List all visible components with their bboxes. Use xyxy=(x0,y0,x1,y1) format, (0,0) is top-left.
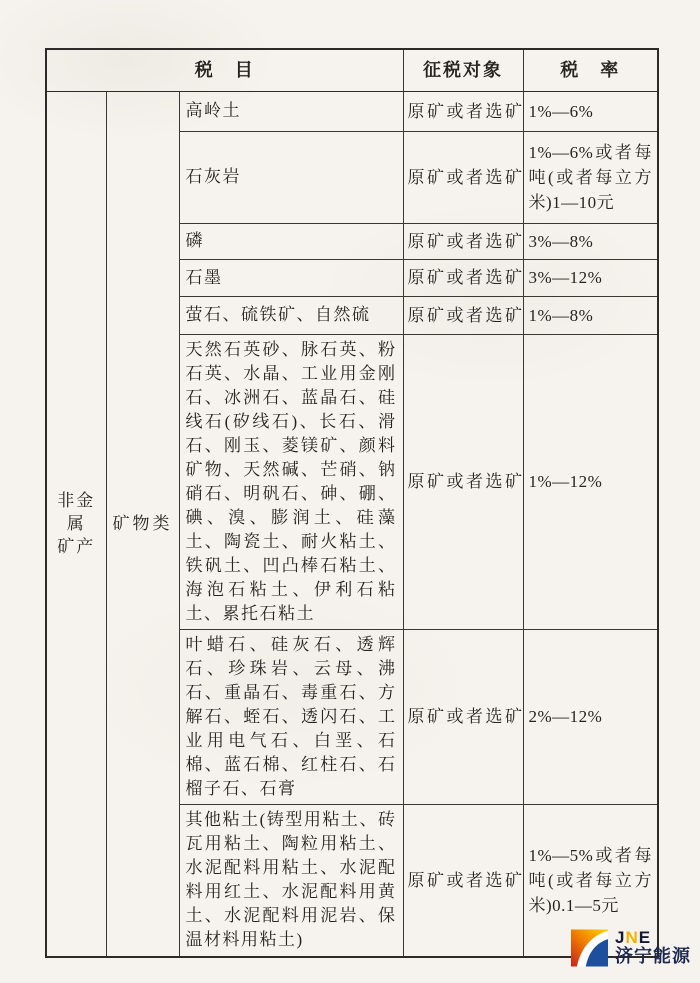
column-header-tax-item: 税 目 xyxy=(46,49,403,91)
tax-item-cell: 石灰岩 xyxy=(179,131,403,223)
jne-abbreviation xyxy=(615,929,691,946)
tax-object-cell: 原矿或者选矿 xyxy=(403,223,523,259)
tax-object-cell: 原矿或者选矿 xyxy=(403,629,523,804)
category-line-2: 矿产 xyxy=(57,537,96,557)
tax-object-cell: 原矿或者选矿 xyxy=(403,91,523,131)
tax-object-cell: 原矿或者选矿 xyxy=(403,296,523,334)
tax-rate-cell: 1%—6%或者每吨(或者每立方米)1—10元 xyxy=(523,131,658,223)
column-header-tax-rate: 税 率 xyxy=(523,49,658,91)
table-row xyxy=(46,91,658,131)
tax-rate-cell: 3%—12% xyxy=(523,259,658,296)
jne-logo-icon xyxy=(571,929,608,967)
tax-item-cell: 萤石、硫铁矿、自然硫 xyxy=(179,296,403,334)
tax-item-cell: 叶蜡石、硅灰石、透辉石、珍珠岩、云母、沸石、重晶石、毒重石、方解石、蛭石、透闪石、工业用电气石、白垩、石棉、蓝石棉、红柱石、石榴子石、石膏 xyxy=(179,629,403,804)
company-name: 济宁能源 xyxy=(615,946,691,966)
tax-item-cell: 高岭土 xyxy=(179,91,403,131)
jne-letter-j: J xyxy=(615,928,626,947)
jne-logo xyxy=(571,929,691,967)
resource-tax-rate-table xyxy=(45,48,659,958)
tax-rate-cell: 2%—12% xyxy=(523,629,658,804)
tax-item-cell: 磷 xyxy=(179,223,403,259)
jne-letter-e: E xyxy=(638,928,652,947)
tax-object-cell: 原矿或者选矿 xyxy=(403,334,523,629)
tax-rate-cell: 3%—8% xyxy=(523,223,658,259)
tax-rate-cell: 1%—5%或者每吨(或者每立方米)0.1—5元 xyxy=(523,804,658,957)
jne-logo-text xyxy=(615,929,691,967)
tax-rate-cell: 1%—12% xyxy=(523,334,658,629)
tax-item-cell: 石墨 xyxy=(179,259,403,296)
subcategory-cell-mineral-class: 矿物类 xyxy=(106,91,179,957)
tax-rate-cell: 1%—6% xyxy=(523,91,658,131)
tax-object-cell: 原矿或者选矿 xyxy=(403,259,523,296)
category-line-1: 非金属 xyxy=(57,491,96,534)
category-cell-nonmetal-minerals xyxy=(46,91,106,957)
jne-letter-n: N xyxy=(625,928,639,947)
tax-object-cell: 原矿或者选矿 xyxy=(403,804,523,957)
tax-object-cell: 原矿或者选矿 xyxy=(403,131,523,223)
tax-item-cell: 其他粘土(铸型用粘土、砖瓦用粘土、陶粒用粘土、水泥配料用粘土、水泥配料用红土、水泥配料用黄土、水泥配料用泥岩、保温材料用粘土) xyxy=(179,804,403,957)
tax-item-cell: 天然石英砂、脉石英、粉石英、水晶、工业用金刚石、冰洲石、蓝晶石、硅线石(矽线石)、长石、滑石、刚玉、菱镁矿、颜料矿物、天然碱、芒硝、钠硝石、明矾石、砷、硼、碘、溴、膨润土、硅藻土、陶瓷土、耐火粘土、铁矾土、凹凸棒石粘土、海泡石粘土、伊利石粘土、累托石粘土 xyxy=(179,334,403,629)
tax-rate-cell: 1%—8% xyxy=(523,296,658,334)
table-header-row xyxy=(46,49,658,91)
column-header-tax-object: 征税对象 xyxy=(403,49,523,91)
